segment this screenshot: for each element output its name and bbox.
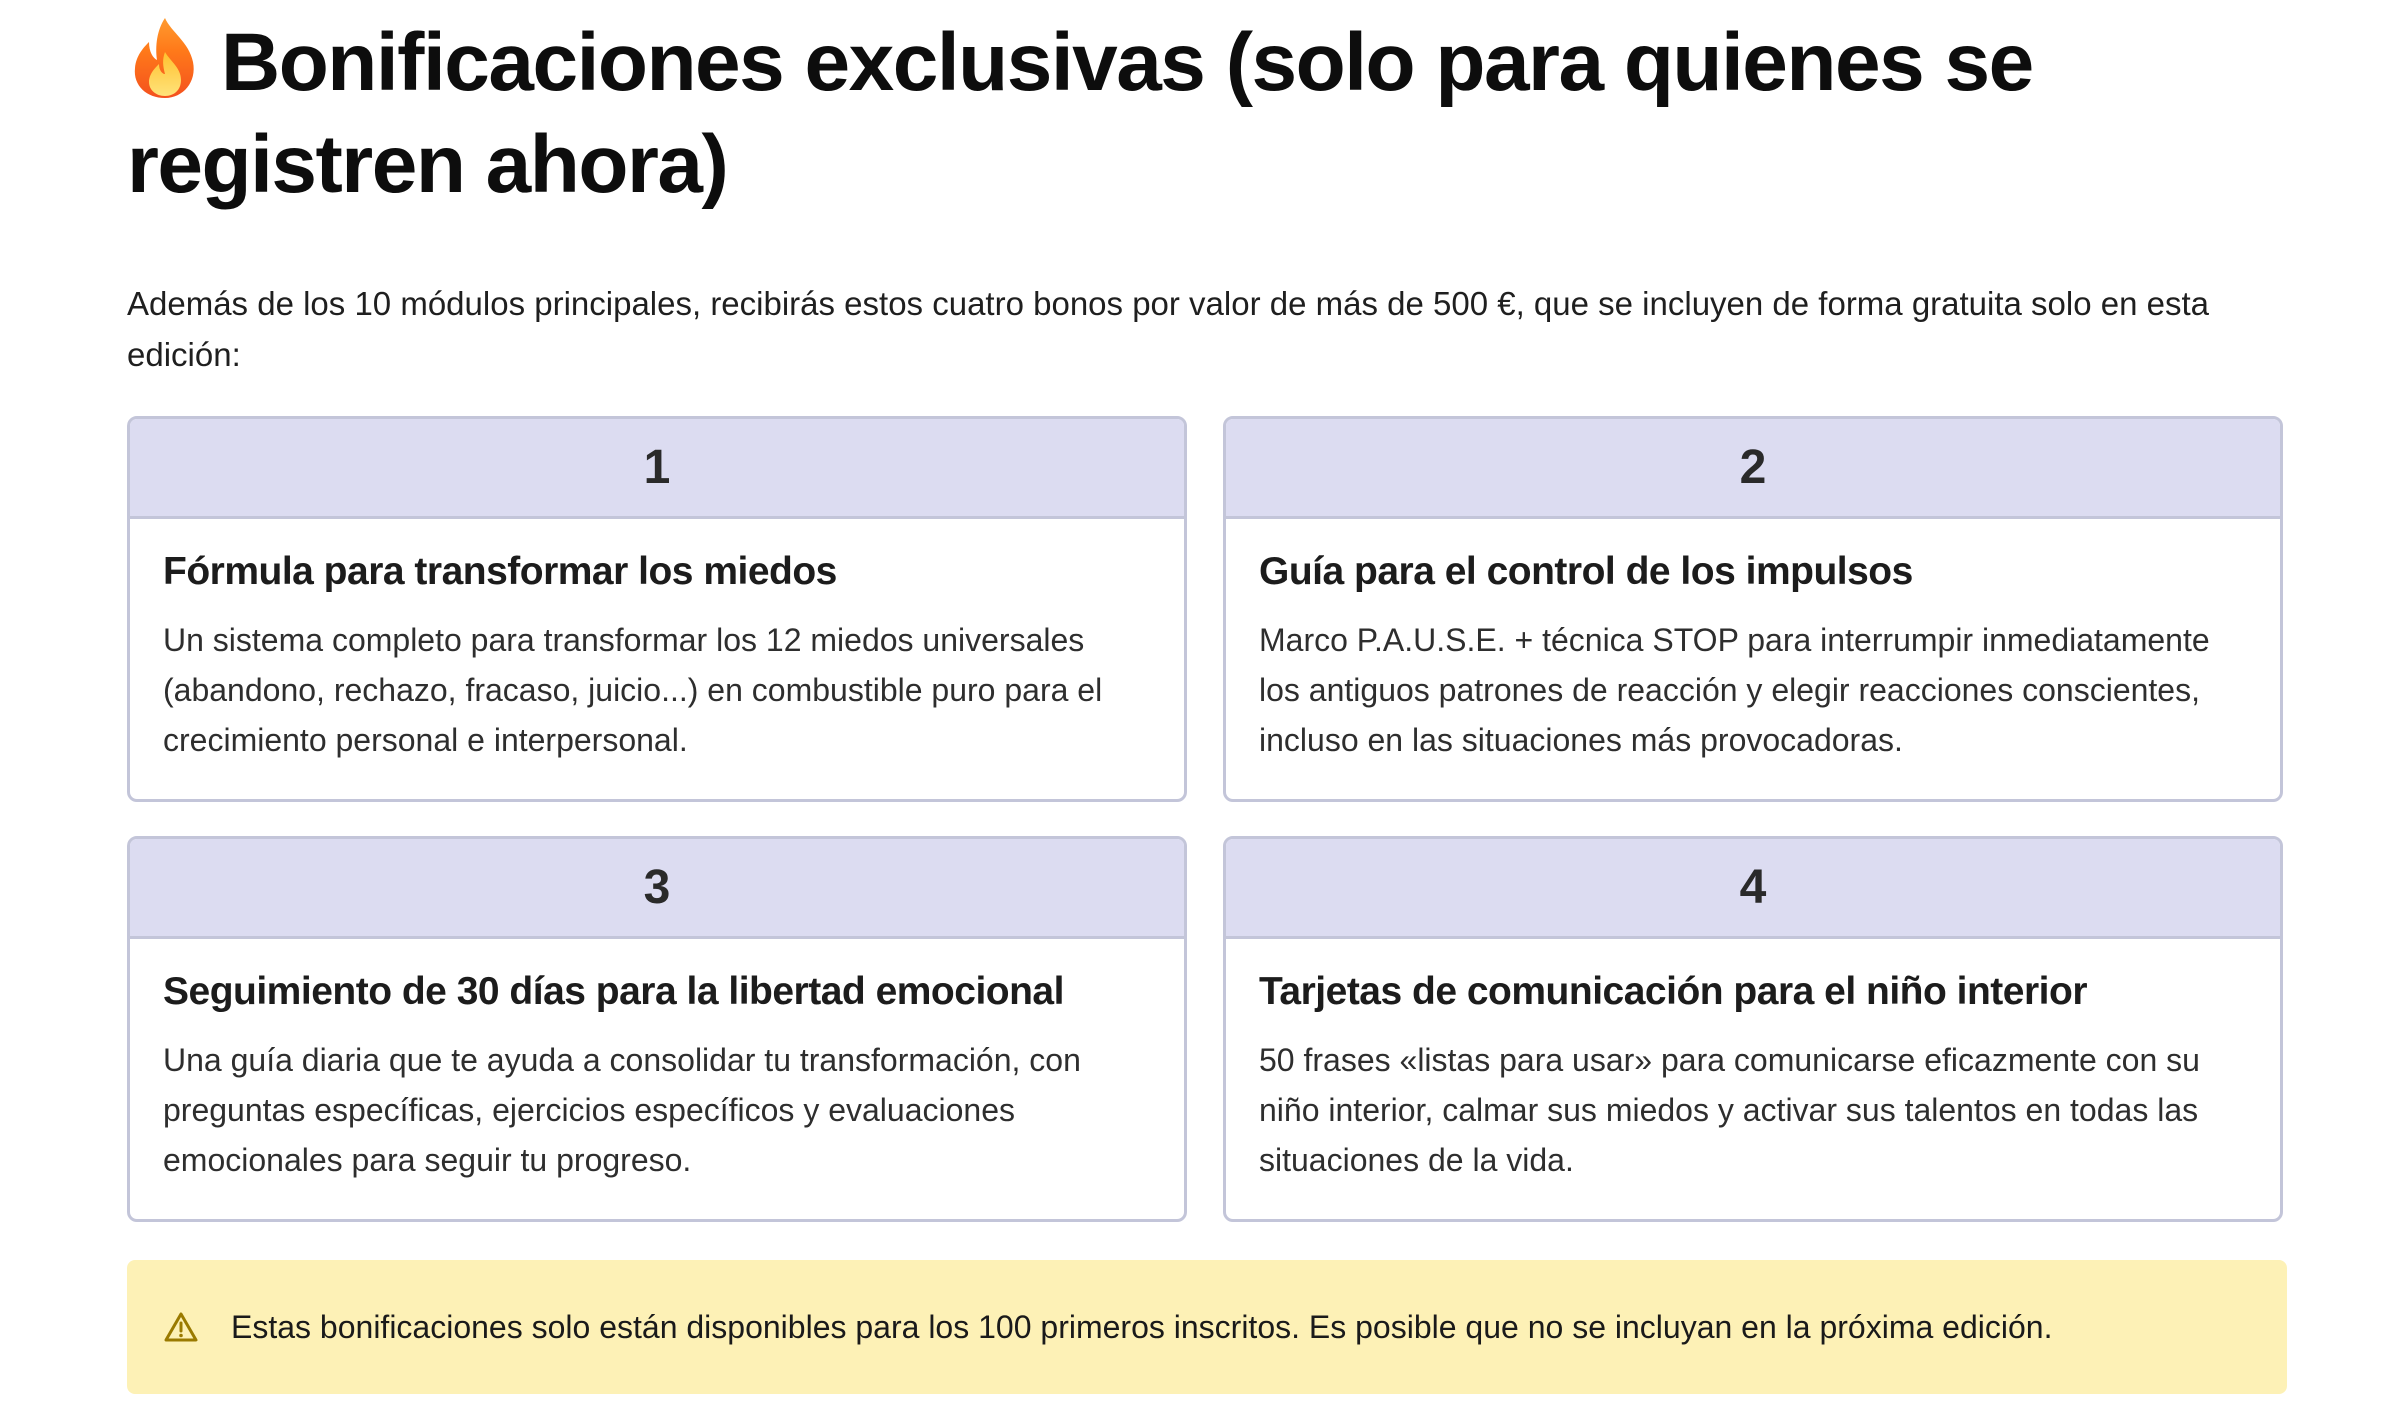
- page-title-text: Bonificaciones exclusivas (solo para quienes se registren ahora): [127, 17, 2033, 210]
- bonus-title: Tarjetas de comunicación para el niño interior: [1259, 970, 2087, 1013]
- bonus-body: [1226, 939, 2280, 1185]
- bonus-number: 4: [1226, 839, 2280, 939]
- notice-text: Estas bonificaciones solo están disponibles para los 100 primeros inscritos. Es posible que no se incluyan en la próxima edición.: [231, 1309, 2053, 1345]
- bonus-card: [127, 416, 1187, 802]
- bonus-body: [130, 939, 1184, 1185]
- bonus-number: 3: [130, 839, 1184, 939]
- bonus-number: 1: [130, 419, 1184, 519]
- page-title: [127, 12, 2267, 216]
- bonus-card: [1223, 836, 2283, 1222]
- bonus-card: [127, 836, 1187, 1222]
- bonus-description: Un sistema completo para transformar los 12 miedos universales (abandono, rechazo, fracaso, juicio...) en combustible puro para el crecimiento personal e interpersonal.: [163, 622, 1103, 758]
- bonus-description: 50 frases «listas para usar» para comunicarse eficazmente con su niño interior, calmar sus miedos y activar sus talentos en todas las situaciones de la vida.: [1259, 1042, 2200, 1178]
- bonus-title: Guía para el control de los impulsos: [1259, 550, 1913, 593]
- warning-notice: [127, 1260, 2287, 1394]
- fire-icon: [127, 16, 203, 100]
- bonus-description: Una guía diaria que te ayuda a consolidar tu transformación, con preguntas específicas, ejercicios específicos y evaluaciones emocionales para seguir tu progreso.: [163, 1042, 1081, 1178]
- bonus-card: [1223, 416, 2283, 802]
- bonus-title: Seguimiento de 30 días para la libertad emocional: [163, 970, 1064, 1013]
- warning-icon: [163, 1311, 199, 1343]
- bonus-grid: [127, 416, 2287, 1222]
- bonus-body: [1226, 519, 2280, 765]
- bonus-body: [130, 519, 1184, 765]
- bonus-description: Marco P.A.U.S.E. + técnica STOP para interrumpir inmediatamente los antiguos patrones de reacción y elegir reacciones conscientes, incluso en las situaciones más provocadoras.: [1259, 622, 2210, 758]
- bonus-title: Fórmula para transformar los miedos: [163, 550, 837, 593]
- intro-text: Además de los 10 módulos principales, recibirás estos cuatro bonos por valor de más de 500 €, que se incluyen de forma gratuita solo en esta edición:: [127, 285, 2210, 373]
- bonus-number: 2: [1226, 419, 2280, 519]
